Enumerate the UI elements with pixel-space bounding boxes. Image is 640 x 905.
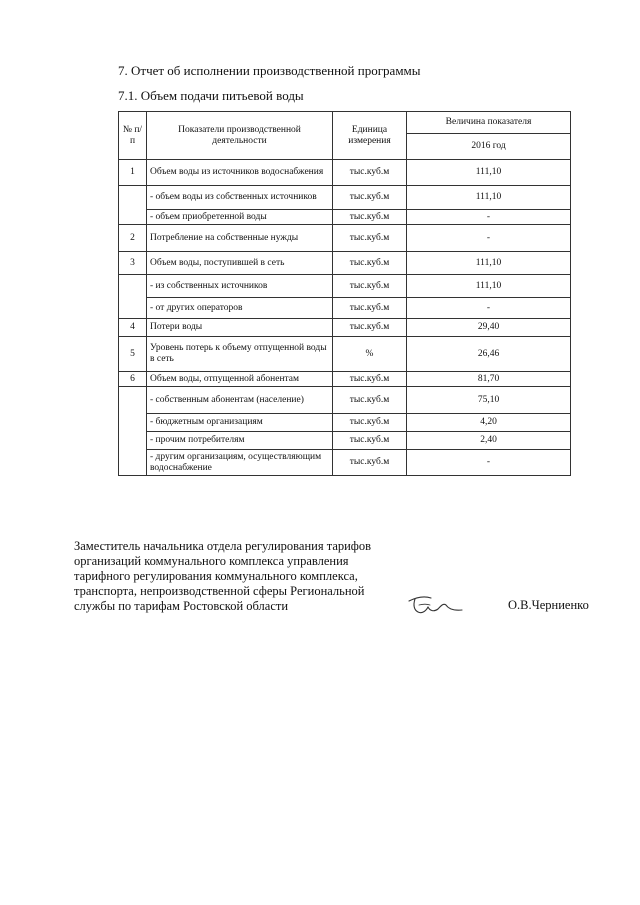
row-value: - xyxy=(407,298,571,319)
table-row xyxy=(119,298,571,319)
row-label: - прочим потребителям xyxy=(147,432,333,450)
table-row xyxy=(119,319,571,337)
row-num: 1 xyxy=(119,160,147,186)
row-label: Объем воды, отпущенной абонентам xyxy=(147,372,333,387)
row-value: 111,10 xyxy=(407,275,571,298)
section-heading: 7. Отчет об исполнении производственной программы xyxy=(118,63,421,78)
row-num: 4 xyxy=(119,319,147,337)
row-unit: тыс.куб.м xyxy=(333,387,407,414)
table-row xyxy=(119,387,571,414)
signatory-name: О.В.Черниенко xyxy=(508,598,589,612)
row-unit: тыс.куб.м xyxy=(333,225,407,252)
table-row xyxy=(119,225,571,252)
row-label: - объем приобретенной воды xyxy=(147,210,333,225)
row-num: 5 xyxy=(119,337,147,372)
row-num: 6 xyxy=(119,372,147,387)
row-value: 81,70 xyxy=(407,372,571,387)
subsection-heading: 7.1. Объем подачи питьевой воды xyxy=(118,88,304,103)
header-indicator: Показатели производственной деятельности xyxy=(147,112,333,160)
table-row xyxy=(119,414,571,432)
row-label: - бюджетным организациям xyxy=(147,414,333,432)
row-unit: тыс.куб.м xyxy=(333,319,407,337)
row-unit: тыс.куб.м xyxy=(333,372,407,387)
row-num: 2 xyxy=(119,225,147,252)
table-row xyxy=(119,432,571,450)
row-label: Уровень потерь к объему отпущенной воды в сеть xyxy=(147,337,333,372)
table-row xyxy=(119,160,571,186)
row-unit: тыс.куб.м xyxy=(333,252,407,275)
header-unit: Единица измерения xyxy=(333,112,407,160)
row-label: Потери воды xyxy=(147,319,333,337)
table-row xyxy=(119,372,571,387)
row-value: 26,46 xyxy=(407,337,571,372)
row-value: 111,10 xyxy=(407,186,571,210)
row-label: Потребление на собственные нужды xyxy=(147,225,333,252)
row-value: 2,40 xyxy=(407,432,571,450)
row-unit: тыс.куб.м xyxy=(333,160,407,186)
table-row xyxy=(119,210,571,225)
row-num xyxy=(119,387,147,476)
row-unit: тыс.куб.м xyxy=(333,298,407,319)
row-label: - от других операторов xyxy=(147,298,333,319)
row-unit: тыс.куб.м xyxy=(333,450,407,476)
row-value: 29,40 xyxy=(407,319,571,337)
row-num xyxy=(119,275,147,319)
row-value: 111,10 xyxy=(407,252,571,275)
row-label: - из собственных источников xyxy=(147,275,333,298)
row-value: - xyxy=(407,450,571,476)
row-unit: % xyxy=(333,337,407,372)
row-value: - xyxy=(407,210,571,225)
header-num: № п/п xyxy=(119,112,147,160)
table-row xyxy=(119,275,571,298)
row-unit: тыс.куб.м xyxy=(333,186,407,210)
row-label: - другим организациям, осуществляющим водоснабжение xyxy=(147,450,333,476)
row-label: Объем воды из источников водоснабжения xyxy=(147,160,333,186)
header-value-group: Величина показателя xyxy=(407,112,571,134)
table-row xyxy=(119,252,571,275)
row-value: - xyxy=(407,225,571,252)
row-value: 4,20 xyxy=(407,414,571,432)
water-supply-table xyxy=(118,111,571,476)
row-unit: тыс.куб.м xyxy=(333,432,407,450)
row-unit: тыс.куб.м xyxy=(333,414,407,432)
row-num xyxy=(119,186,147,225)
row-label: - собственным абонентам (население) xyxy=(147,387,333,414)
row-label: Объем воды, поступившей в сеть xyxy=(147,252,333,275)
header-year: 2016 год xyxy=(407,134,571,160)
handwritten-signature xyxy=(405,593,465,619)
table-row xyxy=(119,337,571,372)
table-row xyxy=(119,450,571,476)
row-unit: тыс.куб.м xyxy=(333,210,407,225)
table-row xyxy=(119,186,571,210)
row-num: 3 xyxy=(119,252,147,275)
row-label: - объем воды из собственных источников xyxy=(147,186,333,210)
signatory-position: Заместитель начальника отдела регулирования тарифов организаций коммунального комплекса управления тарифного регулирования коммунального комплекса, транспорта, непроизводственной сферы Региональной службы по тарифам Ростовской области xyxy=(74,539,372,613)
row-value: 75,10 xyxy=(407,387,571,414)
row-value: 111,10 xyxy=(407,160,571,186)
row-unit: тыс.куб.м xyxy=(333,275,407,298)
